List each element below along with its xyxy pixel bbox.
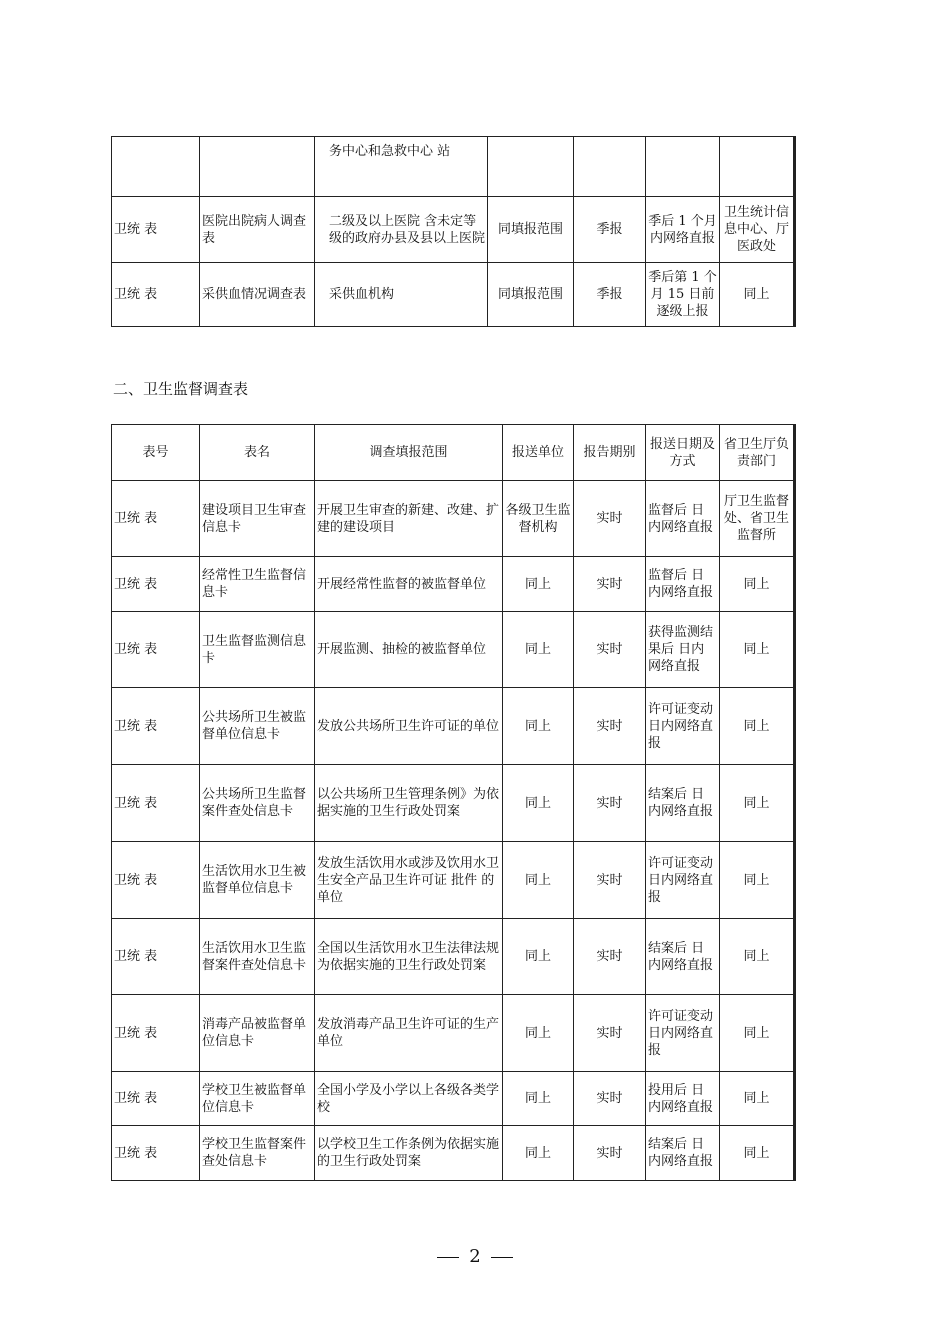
name-cell: [200, 137, 315, 197]
table-row: [112, 1126, 795, 1181]
scope-cell: 二级及以上医院 含未定等级的政府办县及县以上医院: [315, 197, 488, 263]
name-cell: 消毒产品被监督单位信息卡: [200, 995, 315, 1072]
code-cell: 卫统 表: [112, 557, 200, 612]
name-cell: 生活饮用水卫生被监督单位信息卡: [200, 842, 315, 919]
header-unit: 报送单位: [503, 425, 574, 481]
header-dept: 省卫生厅负责部门: [720, 425, 795, 481]
header-name: 表名: [200, 425, 315, 481]
dept-cell: 同上: [720, 688, 795, 765]
name-cell: 经常性卫生监督信息卡: [200, 557, 315, 612]
period-cell: 实时: [574, 688, 646, 765]
unit-cell: 同上: [503, 557, 574, 612]
dept-cell: 同上: [720, 557, 795, 612]
unit-cell: 同上: [503, 612, 574, 688]
unit-cell: 各级卫生监督机构: [503, 481, 574, 557]
period-cell: 实时: [574, 557, 646, 612]
code-cell: [112, 137, 200, 197]
scope-cell: 发放公共场所卫生许可证的单位: [315, 688, 503, 765]
unit-cell: 同上: [503, 1072, 574, 1126]
table-row: [112, 557, 795, 612]
supervision-table: [111, 424, 796, 1181]
code-cell: 卫统 表: [112, 197, 200, 263]
name-cell: 公共场所卫生监督案件查处信息卡: [200, 765, 315, 842]
dept-cell: 同上: [720, 765, 795, 842]
table-row: [112, 197, 795, 263]
date-cell: 投用后 日内网络直报: [646, 1072, 720, 1126]
header-date: 报送日期及方式: [646, 425, 720, 481]
period-cell: 季报: [574, 263, 646, 327]
name-cell: 卫生监督监测信息卡: [200, 612, 315, 688]
date-cell: 季后第 1 个月 15 日前逐级上报: [646, 263, 720, 327]
scope-cell: 开展监测、抽检的被监督单位: [315, 612, 503, 688]
header-scope: 调查填报范围: [315, 425, 503, 481]
dept-cell: 同上: [720, 1072, 795, 1126]
header-period: 报告期别: [574, 425, 646, 481]
name-cell: 公共场所卫生被监督单位信息卡: [200, 688, 315, 765]
date-cell: 许可证变动 日内网络直报: [646, 995, 720, 1072]
name-cell: 医院出院病人调查表: [200, 197, 315, 263]
unit-cell: [488, 137, 574, 197]
scope-cell: 采供血机构: [315, 263, 488, 327]
unit-cell: 同上: [503, 688, 574, 765]
dept-cell: 同上: [720, 842, 795, 919]
date-cell: 获得监测结果后 日内网络直报: [646, 612, 720, 688]
date-cell: 许可证变动 日内网络直报: [646, 688, 720, 765]
scope-cell: 发放生活饮用水或涉及饮用水卫生安全产品卫生许可证 批件 的单位: [315, 842, 503, 919]
code-cell: 卫统 表: [112, 688, 200, 765]
dept-cell: 卫生统计信息中心、厅医政处: [720, 197, 795, 263]
table-row: [112, 842, 795, 919]
period-cell: 实时: [574, 481, 646, 557]
unit-cell: 同上: [503, 995, 574, 1072]
period-cell: 季报: [574, 197, 646, 263]
unit-cell: 同上: [503, 765, 574, 842]
code-cell: 卫统 表: [112, 481, 200, 557]
unit-cell: 同填报范围: [488, 263, 574, 327]
name-cell: 采供血情况调查表: [200, 263, 315, 327]
code-cell: 卫统 表: [112, 1072, 200, 1126]
name-cell: 学校卫生被监督单位信息卡: [200, 1072, 315, 1126]
date-cell: 监督后 日内网络直报: [646, 481, 720, 557]
table-row: [112, 481, 795, 557]
code-cell: 卫统 表: [112, 765, 200, 842]
code-cell: 卫统 表: [112, 995, 200, 1072]
period-cell: 实时: [574, 995, 646, 1072]
page-number: [0, 1246, 950, 1267]
period-cell: 实时: [574, 612, 646, 688]
dept-cell: 厅卫生监督处、省卫生监督所: [720, 481, 795, 557]
scope-cell: 开展卫生审查的新建、改建、扩建的建设项目: [315, 481, 503, 557]
dept-cell: 同上: [720, 1126, 795, 1181]
period-cell: 实时: [574, 765, 646, 842]
dept-cell: 同上: [720, 263, 795, 327]
period-cell: 实时: [574, 1126, 646, 1181]
table-row: [112, 688, 795, 765]
table-row: [112, 995, 795, 1072]
header-code: 表号: [112, 425, 200, 481]
scope-cell: 务中心和急救中心 站: [315, 137, 488, 197]
code-cell: 卫统 表: [112, 612, 200, 688]
table-row: [112, 1072, 795, 1126]
dept-cell: 同上: [720, 995, 795, 1072]
section-heading: 二、卫生监督调查表: [113, 380, 249, 398]
unit-cell: 同上: [503, 842, 574, 919]
page-number-text: 2: [469, 1246, 481, 1267]
name-cell: 建设项目卫生审查信息卡: [200, 481, 315, 557]
supervision-body: [112, 481, 795, 1181]
table-row: [112, 919, 795, 995]
date-cell: 结案后 日内网络直报: [646, 765, 720, 842]
name-cell: 生活饮用水卫生监督案件查处信息卡: [200, 919, 315, 995]
continued-table: [111, 136, 796, 327]
scope-cell: 以公共场所卫生管理条例》为依据实施的卫生行政处罚案: [315, 765, 503, 842]
code-cell: 卫统 表: [112, 842, 200, 919]
table-row: [112, 612, 795, 688]
dept-cell: 同上: [720, 612, 795, 688]
period-cell: [574, 137, 646, 197]
scope-cell: 全国小学及小学以上各级各类学校: [315, 1072, 503, 1126]
scope-cell: 发放消毒产品卫生许可证的生产单位: [315, 995, 503, 1072]
unit-cell: 同上: [503, 919, 574, 995]
table-row: [112, 137, 795, 197]
code-cell: 卫统 表: [112, 919, 200, 995]
scope-cell: 全国以生活饮用水卫生法律法规为依据实施的卫生行政处罚案: [315, 919, 503, 995]
code-cell: 卫统 表: [112, 1126, 200, 1181]
scope-cell: 以学校卫生工作条例为依据实施的卫生行政处罚案: [315, 1126, 503, 1181]
unit-cell: 同上: [503, 1126, 574, 1181]
code-cell: 卫统 表: [112, 263, 200, 327]
date-cell: 季后 1 个月内网络直报: [646, 197, 720, 263]
left-dash: [437, 1257, 459, 1258]
date-cell: 结案后 日内网络直报: [646, 1126, 720, 1181]
date-cell: [646, 137, 720, 197]
date-cell: 许可证变动 日内网络直报: [646, 842, 720, 919]
date-cell: 结案后 日内网络直报: [646, 919, 720, 995]
period-cell: 实时: [574, 842, 646, 919]
table-row: [112, 765, 795, 842]
period-cell: 实时: [574, 1072, 646, 1126]
dept-cell: [720, 137, 795, 197]
unit-cell: 同填报范围: [488, 197, 574, 263]
table-row: [112, 263, 795, 327]
period-cell: 实时: [574, 919, 646, 995]
header-row: [112, 425, 795, 481]
scope-cell: 开展经常性监督的被监督单位: [315, 557, 503, 612]
date-cell: 监督后 日内网络直报: [646, 557, 720, 612]
right-dash: [491, 1257, 513, 1258]
dept-cell: 同上: [720, 919, 795, 995]
name-cell: 学校卫生监督案件查处信息卡: [200, 1126, 315, 1181]
